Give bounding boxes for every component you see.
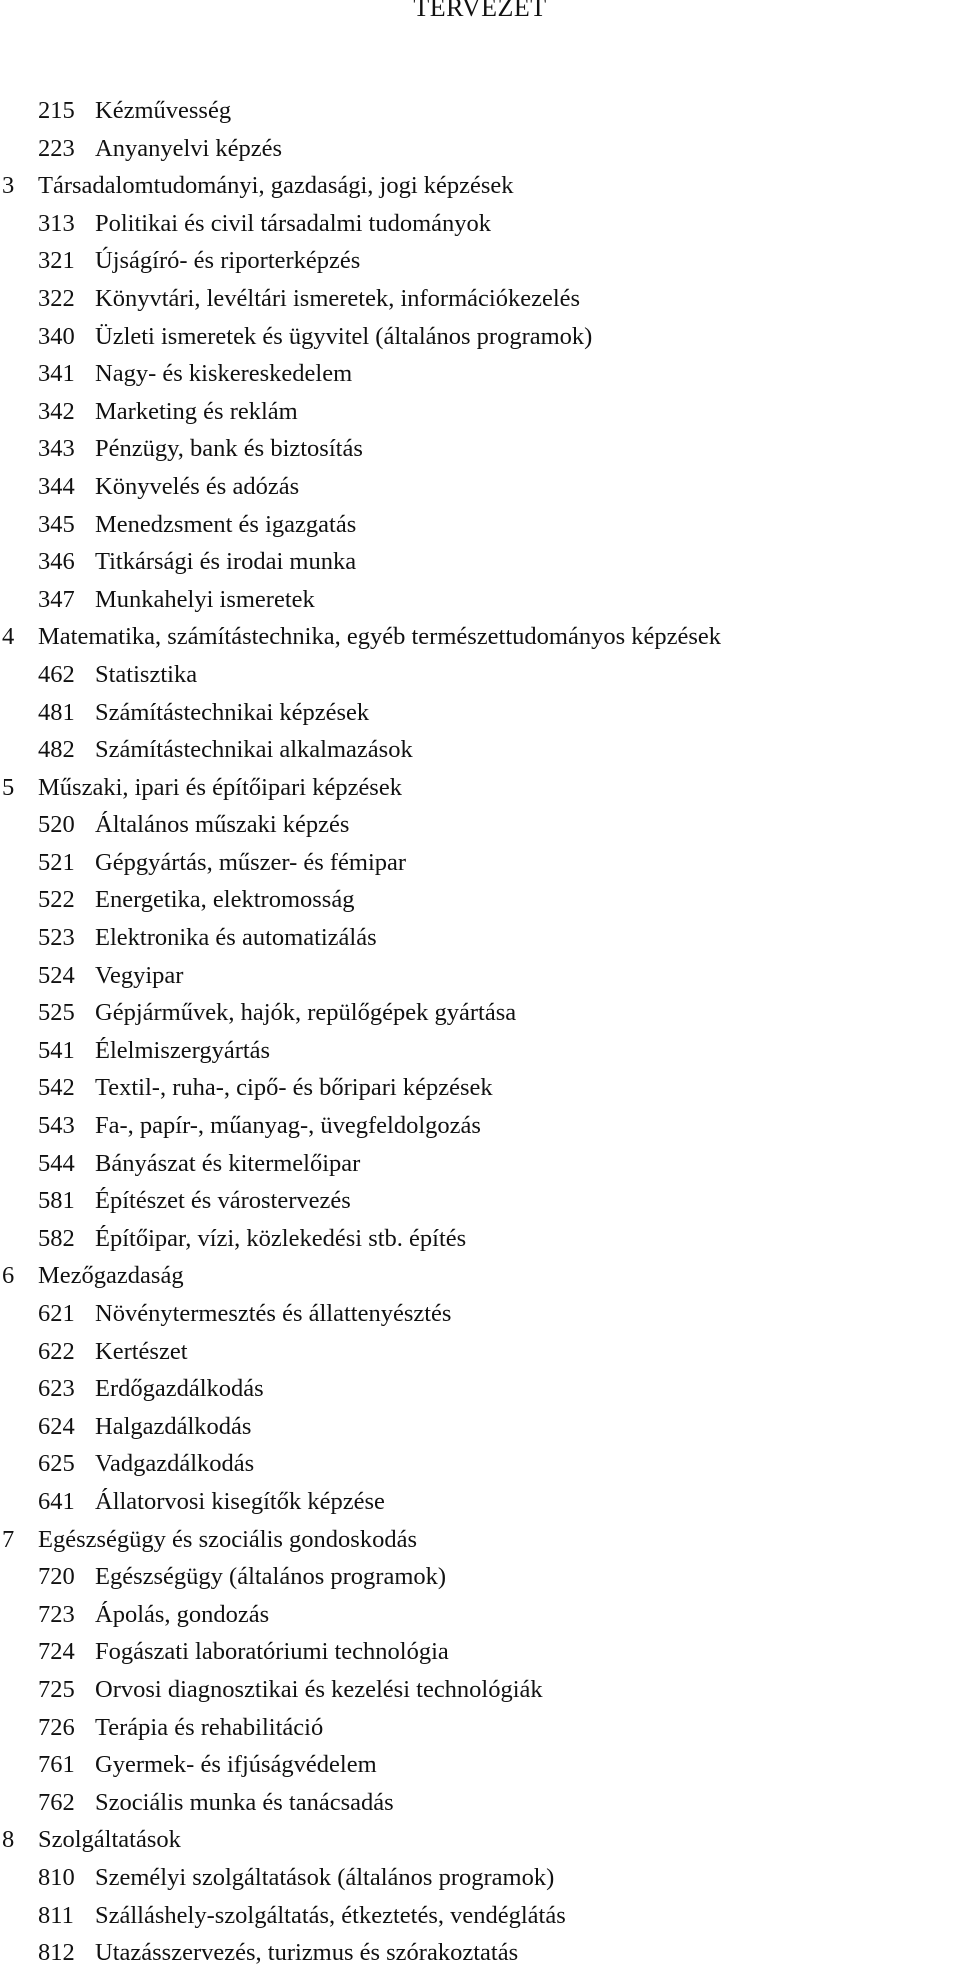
subcategory-label: Pénzügy, bank és biztosítás [95,435,363,463]
subcategory-code: 625 [38,1450,75,1478]
subcategory-label: Titkársági és irodai munka [95,548,357,576]
subcategory-code: 542 [38,1074,75,1102]
subcategory-code: 623 [38,1375,75,1403]
subcategory-code: 720 [38,1563,75,1591]
subcategory-row [0,472,960,510]
subcategory-label: Személyi szolgáltatások (általános programok) [95,1863,555,1891]
subcategory-row [0,322,960,360]
subcategory-label: Nagy- és kiskereskedelem [95,360,353,388]
subcategory-row [0,134,960,172]
subcategory-row [0,1186,960,1224]
subcategory-code: 521 [38,848,75,876]
subcategory-row [0,1337,960,1375]
subcategory-row [0,585,960,623]
subcategory-row [0,698,960,736]
subcategory-label: Számítástechnikai képzések [95,698,370,726]
subcategory-code: 811 [38,1901,74,1929]
subcategory-code: 342 [38,397,75,425]
subcategory-row [0,359,960,397]
subcategory-label: Üzleti ismeretek és ügyvitel (általános programok) [95,322,593,350]
subcategory-label: Kertészet [95,1337,188,1365]
subcategory-code: 624 [38,1412,75,1440]
subcategory-row [0,1449,960,1487]
subcategory-row [0,1562,960,1600]
subcategory-code: 543 [38,1112,75,1140]
subcategory-label: Gépgyártás, műszer- és fémipar [95,848,407,876]
subcategory-code: 520 [38,811,75,839]
subcategory-code: 541 [38,1036,75,1064]
category-label: Matematika, számítástechnika, egyéb természettudományos képzések [38,623,722,651]
category-label: Egészségügy és szociális gondoskodás [38,1525,417,1553]
subcategory-label: Gépjárművek, hajók, repülőgépek gyártása [95,999,517,1027]
subcategory-label: Statisztika [95,660,198,688]
category-code: 5 [2,773,15,801]
subcategory-code: 544 [38,1149,75,1177]
document-header: TERVEZET [413,0,547,22]
subcategory-row [0,397,960,435]
subcategory-row [0,998,960,1036]
subcategory-row [0,961,960,999]
category-label: Társadalomtudományi, gazdasági, jogi képzések [38,172,514,200]
subcategory-code: 525 [38,999,75,1027]
subcategory-label: Kézművesség [95,97,232,124]
subcategory-code: 223 [38,134,75,162]
subcategory-label: Elektronika és automatizálás [95,924,377,952]
category-row [0,1261,960,1299]
subcategory-row [0,1111,960,1149]
subcategory-label: Könyvtári, levéltári ismeretek, információkezelés [95,284,581,312]
subcategory-row [0,1750,960,1788]
category-row [0,171,960,209]
subcategory-code: 313 [38,209,75,237]
category-label: Műszaki, ipari és építőipari képzések [38,773,402,801]
subcategory-label: Élelmiszergyártás [95,1036,271,1064]
subcategory-label: Növénytermesztés és állattenyésztés [95,1300,452,1327]
subcategory-row [0,1713,960,1751]
subcategory-code: 482 [38,736,75,764]
subcategory-code: 523 [38,924,75,952]
subcategory-label: Vadgazdálkodás [95,1450,255,1478]
subcategory-row [0,923,960,961]
subcategory-row [0,1073,960,1111]
subcategory-label: Szálláshely-szolgáltatás, étkeztetés, vendéglátás [95,1901,566,1929]
subcategory-code: 641 [38,1487,75,1515]
subcategory-row [0,1036,960,1074]
subcategory-label: Erdőgazdálkodás [95,1375,264,1403]
subcategory-code: 322 [38,284,75,312]
subcategory-row [0,1675,960,1713]
subcategory-label: Újságíró- és riporterképzés [95,247,361,275]
subcategory-row [0,1901,960,1939]
subcategory-label: Egészségügy (általános programok) [95,1563,447,1591]
subcategory-code: 345 [38,510,75,538]
subcategory-code: 810 [38,1863,75,1891]
subcategory-row [0,510,960,548]
category-code: 7 [2,1525,15,1553]
category-label: Szolgáltatások [38,1826,181,1854]
subcategory-label: Utazásszervezés, turizmus és szórakoztatás [95,1939,519,1967]
category-row [0,622,960,660]
category-code: 3 [2,172,15,200]
subcategory-code: 726 [38,1713,75,1741]
classification-list [0,96,960,1976]
subcategory-row [0,1299,960,1337]
subcategory-label: Könyvelés és adózás [95,472,300,500]
category-code: 4 [2,623,15,651]
subcategory-label: Vegyipar [95,961,184,989]
subcategory-label: Bányászat és kitermelőipar [95,1149,361,1177]
subcategory-row [0,1412,960,1450]
subcategory-code: 524 [38,961,75,989]
subcategory-code: 215 [38,97,75,124]
subcategory-code: 812 [38,1939,75,1967]
subcategory-label: Terápia és rehabilitáció [95,1713,324,1741]
subcategory-row [0,209,960,247]
category-label: Mezőgazdaság [38,1262,184,1290]
subcategory-code: 343 [38,435,75,463]
subcategory-code: 340 [38,322,75,350]
subcategory-label: Textil-, ruha-, cipő- és bőripari képzések [95,1074,493,1102]
category-row [0,1525,960,1563]
subcategory-code: 522 [38,886,75,914]
subcategory-row [0,1938,960,1976]
subcategory-row [0,810,960,848]
subcategory-row [0,735,960,773]
subcategory-row [0,434,960,472]
subcategory-label: Munkahelyi ismeretek [95,585,315,613]
subcategory-label: Számítástechnikai alkalmazások [95,736,413,764]
subcategory-row [0,885,960,923]
subcategory-label: Szociális munka és tanácsadás [95,1788,394,1816]
subcategory-row [0,660,960,698]
subcategory-row [0,1149,960,1187]
subcategory-label: Gyermek- és ifjúságvédelem [95,1751,377,1779]
subcategory-code: 347 [38,585,75,613]
subcategory-label: Építőipar, vízi, közlekedési stb. építés [95,1224,467,1252]
subcategory-code: 341 [38,360,75,388]
category-code: 8 [2,1826,15,1854]
subcategory-label: Politikai és civil társadalmi tudományok [95,209,492,237]
subcategory-label: Fogászati laboratóriumi technológia [95,1638,449,1666]
subcategory-label: Orvosi diagnosztikai és kezelési technológiák [95,1675,543,1703]
subcategory-label: Energetika, elektromosság [95,886,355,914]
subcategory-code: 321 [38,247,75,275]
subcategory-label: Általános műszaki képzés [95,811,350,839]
subcategory-code: 344 [38,472,75,500]
subcategory-row [0,1224,960,1262]
subcategory-row [0,1600,960,1638]
subcategory-row [0,1788,960,1826]
subcategory-code: 582 [38,1224,75,1252]
subcategory-code: 346 [38,548,75,576]
subcategory-code: 622 [38,1337,75,1365]
subcategory-row [0,96,960,134]
subcategory-row [0,848,960,886]
subcategory-code: 462 [38,660,75,688]
subcategory-row [0,1637,960,1675]
subcategory-code: 581 [38,1187,75,1215]
subcategory-code: 481 [38,698,75,726]
subcategory-row [0,284,960,322]
category-code: 6 [2,1262,15,1290]
subcategory-row [0,1487,960,1525]
subcategory-label: Anyanyelvi képzés [95,134,283,162]
category-row [0,1825,960,1863]
subcategory-code: 725 [38,1675,75,1703]
subcategory-label: Menedzsment és igazgatás [95,510,357,538]
subcategory-label: Állatorvosi kisegítők képzése [95,1487,385,1515]
subcategory-code: 723 [38,1600,75,1628]
subcategory-label: Halgazdálkodás [95,1412,252,1440]
subcategory-row [0,547,960,585]
subcategory-code: 761 [38,1751,75,1779]
subcategory-label: Fa-, papír-, műanyag-, üvegfeldolgozás [95,1112,481,1140]
subcategory-label: Építészet és várostervezés [95,1187,351,1215]
subcategory-label: Ápolás, gondozás [95,1600,270,1628]
category-row [0,773,960,811]
subcategory-code: 762 [38,1788,75,1816]
subcategory-row [0,246,960,284]
subcategory-code: 724 [38,1638,75,1666]
subcategory-code: 621 [38,1300,75,1327]
subcategory-row [0,1863,960,1901]
subcategory-label: Marketing és reklám [95,397,298,425]
subcategory-row [0,1374,960,1412]
